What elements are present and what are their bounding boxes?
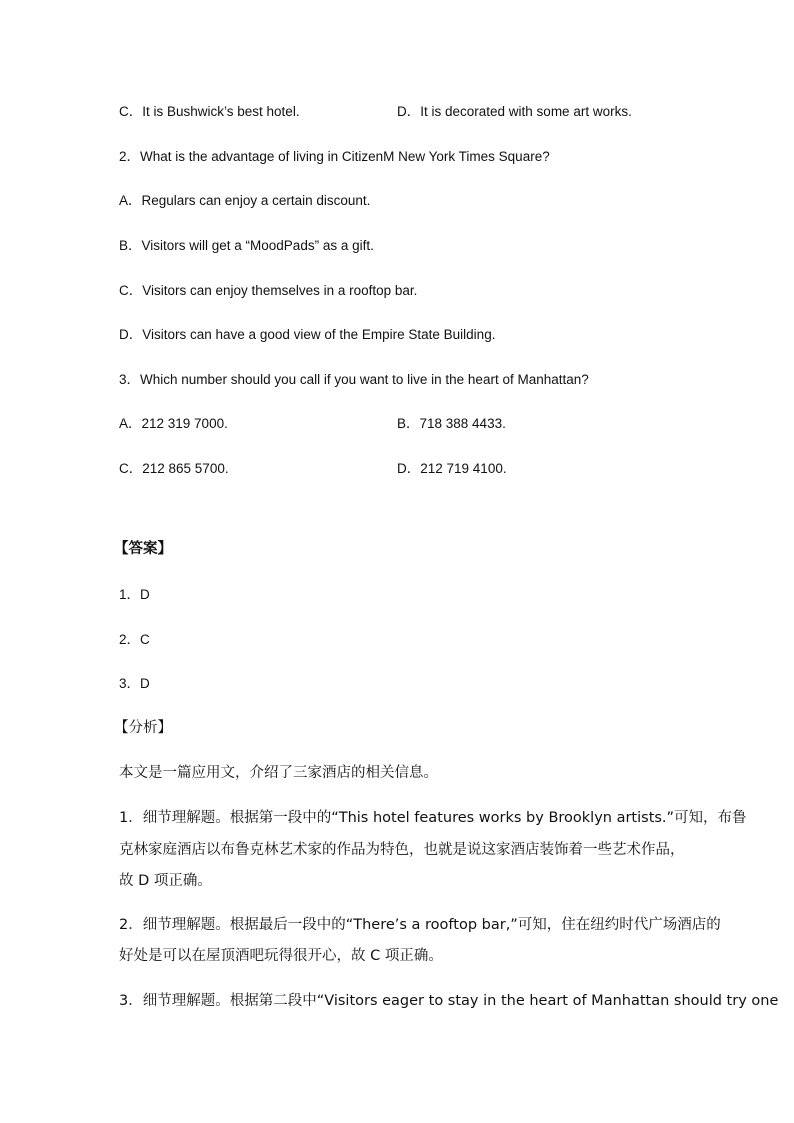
q3-stem: 3．Which number should you call if you want to live in the heart of Manhattan? <box>119 372 589 387</box>
q2-option-b: B．Visitors will get a “MoodPads” as a gift. <box>119 238 374 253</box>
q2-stem: 2．What is the advantage of living in CitizenM New York Times Square? <box>119 149 550 164</box>
q1-option-c: C．It is Bushwick’s best hotel. <box>119 104 300 119</box>
analysis-p2-line-1: 2．细节理解题。根据最后一段中的“There’s a rooftop bar,”可知，住在纽约时代广场酒店的 <box>119 917 721 933</box>
analysis-p1-line-1: 1．细节理解题。根据第一段中的“This hotel features works by Brooklyn artists.”可知，布鲁 <box>119 810 747 826</box>
q3-option-b: B．718 388 4433. <box>397 416 506 431</box>
answer-item-1: 1．D <box>119 587 150 602</box>
answer-item-3: 3．D <box>119 676 150 691</box>
answer-heading: 【答案】 <box>114 541 172 557</box>
analysis-p1-line-2: 克林家庭酒店以布鲁克林艺术家的作品为特色，也就是说这家酒店装饰着一些艺术作品， <box>119 842 685 858</box>
analysis-heading: 【分析】 <box>114 720 172 736</box>
answer-item-2: 2．C <box>119 632 150 647</box>
analysis-p3-line-1: 3．细节理解题。根据第二段中“Visitors eager to stay in the heart of Manhattan should try one <box>119 993 779 1009</box>
q3-option-d: D．212 719 4100. <box>397 461 507 476</box>
analysis-p2-line-2: 好处是可以在屋顶酒吧玩得很开心，故 C 项正确。 <box>119 948 443 964</box>
analysis-intro: 本文是一篇应用文，介绍了三家酒店的相关信息。 <box>119 765 438 781</box>
q1-option-d: D．It is decorated with some art works. <box>397 104 632 119</box>
q3-option-a: A．212 319 7000. <box>119 416 228 431</box>
q2-option-d: D．Visitors can have a good view of the Empire State Building. <box>119 327 496 342</box>
q3-option-c: C．212 865 5700. <box>119 461 229 476</box>
q2-option-a: A．Regulars can enjoy a certain discount. <box>119 193 371 208</box>
q2-option-c: C．Visitors can enjoy themselves in a rooftop bar. <box>119 283 418 298</box>
analysis-p1-line-3: 故 D 项正确。 <box>119 873 212 889</box>
